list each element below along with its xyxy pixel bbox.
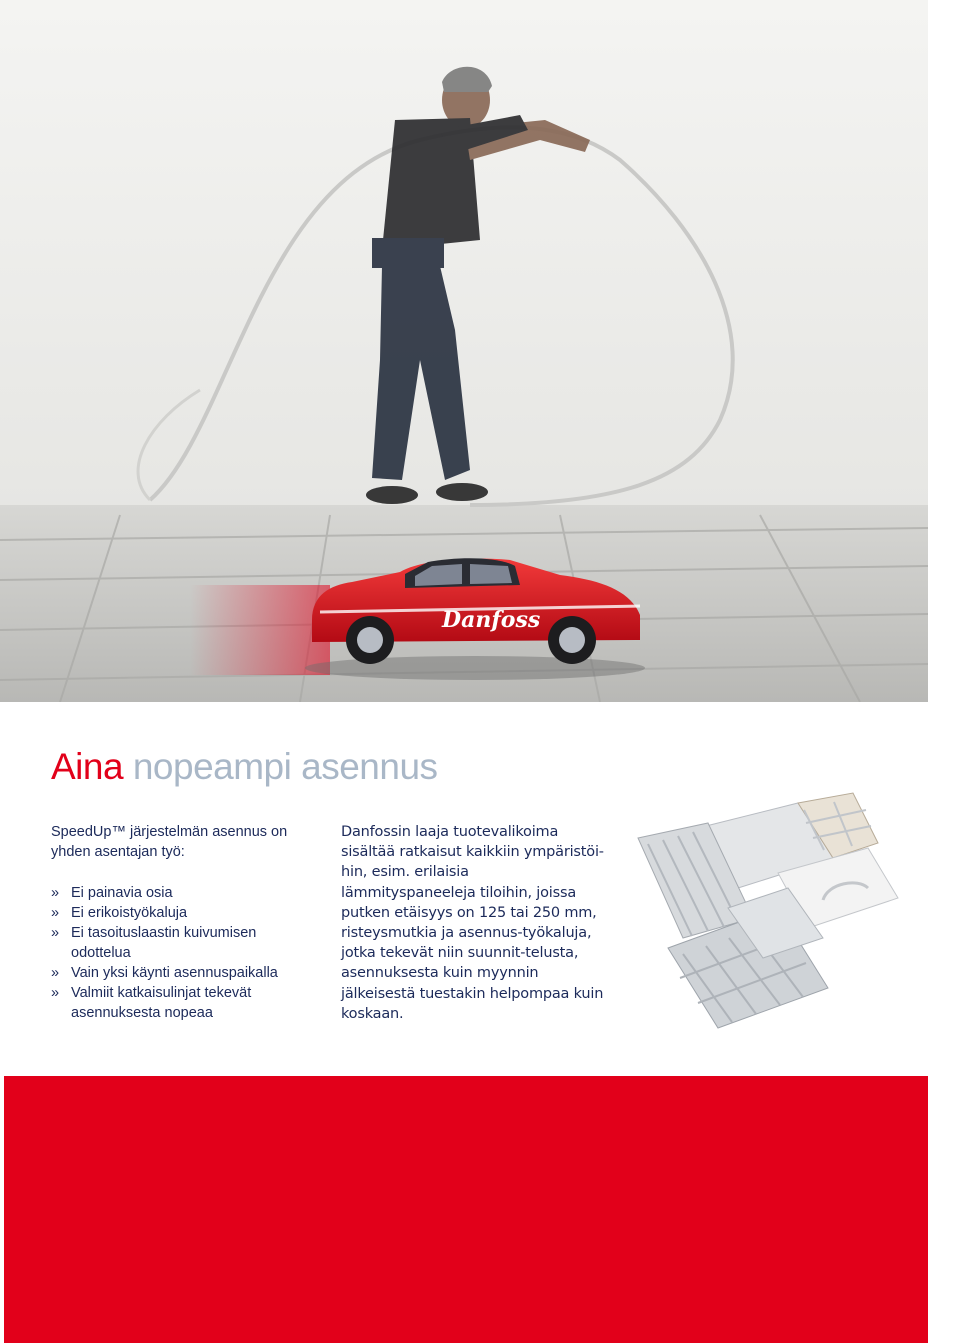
list-item (51, 903, 316, 923)
car-logo-text: Danfoss (442, 607, 541, 633)
panels-illustration (628, 788, 908, 1033)
benefit-list (51, 883, 316, 1023)
page-title (51, 746, 438, 788)
intro-text: SpeedUp™ järjestelmän asennus on yhden asentajan työ: (51, 824, 288, 860)
bullet-mark: » (51, 905, 60, 921)
panel-stack (638, 793, 898, 1028)
list-item (51, 963, 316, 983)
bullet-mark: » (51, 985, 60, 1001)
list-item (51, 923, 316, 963)
motion-blur (190, 585, 330, 675)
body-text: Danfossin laaja tuotevalikoima sisältää ratkaisut kaikkiin ympäristöi-hin, esim. erilaisia lämmityspaneeleja tiloihin, joissa putken etäisyys on 125 tai 250 mm, risteysmutkia ja asennus-työkaluja, jotka tekevät niin suunnit-telusta, asennuksesta kuin myynnin jälkeisestä tuestakin helpompaa kuin koskaan. (341, 824, 604, 1022)
list-item (51, 883, 316, 903)
left-column (51, 822, 316, 1023)
bullet-mark: » (51, 925, 60, 941)
bullet-mark: » (51, 965, 60, 981)
list-item-text: Ei erikoistyökaluja (71, 905, 188, 921)
headline-accent: Aina (51, 746, 124, 787)
list-item-text: Valmiit katkaisulinjat tekevät asennuksesta nopeaa (71, 985, 252, 1021)
right-column (341, 822, 606, 1024)
bullet-mark: » (51, 885, 60, 901)
list-item-text: Ei painavia osia (71, 885, 173, 901)
list-item-text: Ei tasoituslaastin kuivumisen odottelua (71, 925, 257, 961)
heating-panels-photo (628, 788, 908, 1033)
red-footer-block (4, 1076, 928, 1343)
list-item (51, 983, 316, 1023)
headline-rest: nopeampi asennus (132, 746, 438, 787)
list-item-text: Vain yksi käynti asennuspaikalla (71, 965, 278, 981)
